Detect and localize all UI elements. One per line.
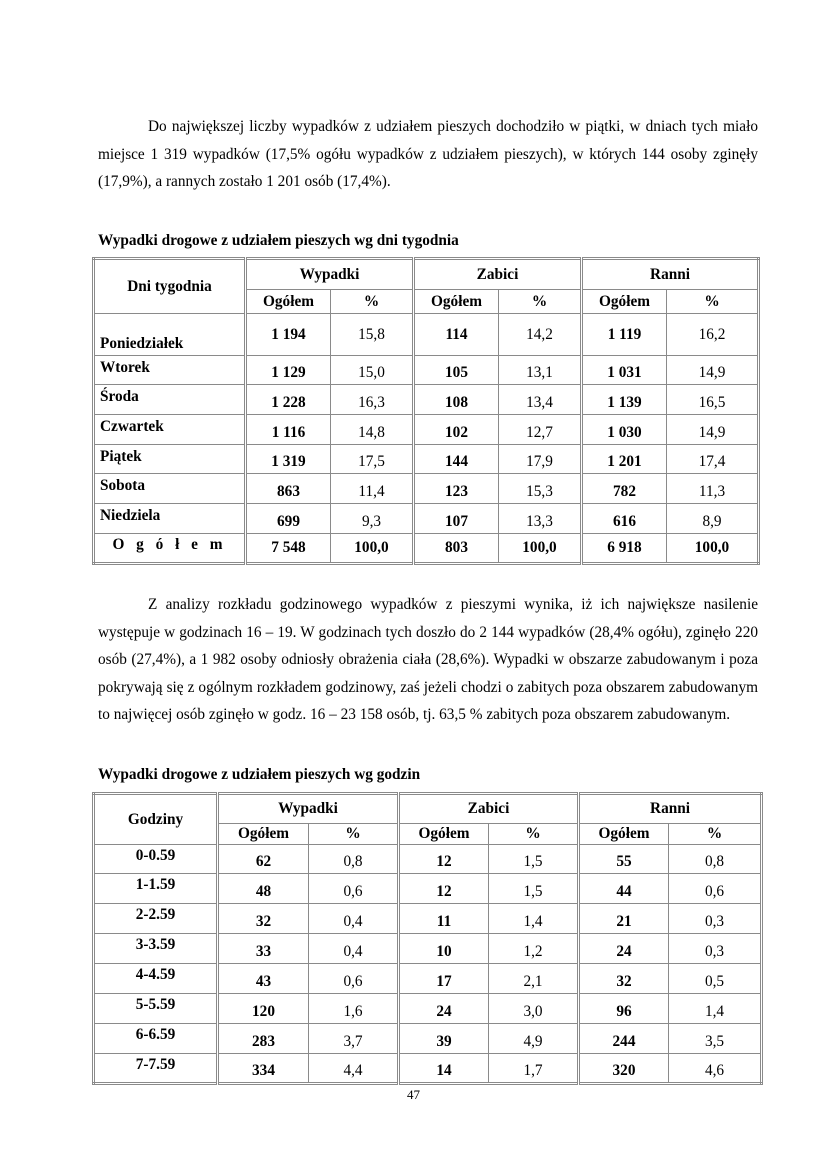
cell: 12 [399, 874, 489, 904]
total-label: O g ó ł e m [94, 534, 246, 564]
table-weekdays [92, 257, 760, 565]
cell: 14,8 [331, 415, 414, 445]
cell: 1,5 [489, 845, 579, 874]
table1-row-header: Dni tygodnia [94, 259, 246, 314]
table-row [94, 504, 759, 534]
cell: 14,9 [667, 415, 759, 445]
cell: 12 [399, 845, 489, 874]
cell: 782 [582, 474, 667, 504]
cell: 14,2 [499, 314, 582, 356]
total-cell: 100,0 [667, 534, 759, 564]
cell: 15,3 [499, 474, 582, 504]
cell: 11,3 [667, 474, 759, 504]
cell: 3,5 [669, 1024, 762, 1054]
cell: 1 194 [246, 314, 331, 356]
table-row [94, 356, 759, 385]
table-row [94, 934, 762, 964]
paragraph-text: Do największej liczby wypadków z udziałem pieszych dochodziło w piątki, w dniach tych miało miejsce 1 319 wypadków (17,5% ogółu wypadków z udziałem pieszych), w których 144 osoby zginęły (17,9%), a rannych zostało 1 201 osób (17,4%). [98, 118, 758, 190]
table-row [94, 445, 759, 474]
table2-group-ranni: Ranni [579, 794, 762, 824]
table2-subheader: Ogółem [579, 824, 669, 845]
cell: 16,3 [331, 385, 414, 415]
table-hours [92, 792, 763, 1085]
cell: 0,4 [309, 904, 399, 934]
cell: 17,4 [667, 445, 759, 474]
table1-subheader: % [499, 290, 582, 314]
cell: 1 319 [246, 445, 331, 474]
cell: 39 [399, 1024, 489, 1054]
cell: 14 [399, 1054, 489, 1084]
table2-row-header: Godziny [94, 794, 218, 845]
cell: 0,6 [669, 874, 762, 904]
paragraph-text: Z analizy rozkładu godzinowego wypadków z pieszymi wynika, iż ich największe nasilenie występuje w godzinach 16 – 19. W godzinach tych doszło do 2 144 wypadków (28,4% ogółu), zginęło 220 osób (27,4%), a 1 982 osoby odniosły obrażenia ciała (28,6%). Wypadki w obszarze zabudowanym i poza pokrywają się z ogólnym rozkładem godzinowy, zaś jeżeli chodzi o zabitych poza obszarem zabudowanym to najwięcej osób zginęło w godz. 16 – 23 158 osób, tj. 63,5 % zabitych poza obszarem zabudowanym. [98, 596, 758, 723]
table-row [94, 845, 762, 874]
cell: 33 [218, 934, 309, 964]
table-row [94, 385, 759, 415]
cell: 32 [579, 964, 669, 994]
cell: 3,7 [309, 1024, 399, 1054]
cell: 3,0 [489, 994, 579, 1024]
cell: 1 119 [582, 314, 667, 356]
cell: 1,4 [669, 994, 762, 1024]
cell: 17,9 [499, 445, 582, 474]
cell: 114 [414, 314, 499, 356]
table1-group-ranni: Ranni [582, 259, 759, 290]
cell: 96 [579, 994, 669, 1024]
cell: 1,4 [489, 904, 579, 934]
cell: 21 [579, 904, 669, 934]
row-label: 5-5.59 [94, 994, 218, 1024]
cell: 14,9 [667, 356, 759, 385]
cell: 244 [579, 1024, 669, 1054]
row-label: Wtorek [94, 356, 246, 385]
cell: 12,7 [499, 415, 582, 445]
cell: 11 [399, 904, 489, 934]
table-total-row [94, 534, 759, 564]
row-label: 4-4.59 [94, 964, 218, 994]
cell: 1 201 [582, 445, 667, 474]
table1-group-wypadki: Wypadki [246, 259, 414, 290]
cell: 1 129 [246, 356, 331, 385]
table-row [94, 1024, 762, 1054]
table-row [94, 474, 759, 504]
table-row [94, 415, 759, 445]
cell: 48 [218, 874, 309, 904]
cell: 0,3 [669, 934, 762, 964]
cell: 24 [399, 994, 489, 1024]
row-label: Poniedziałek [94, 314, 246, 356]
table2-subheader: Ogółem [218, 824, 309, 845]
table1-group-header-row [94, 259, 759, 290]
cell: 1 031 [582, 356, 667, 385]
cell: 24 [579, 934, 669, 964]
cell: 2,1 [489, 964, 579, 994]
cell: 13,1 [499, 356, 582, 385]
cell: 699 [246, 504, 331, 534]
cell: 1 228 [246, 385, 331, 415]
cell: 108 [414, 385, 499, 415]
table2-subheader: % [669, 824, 762, 845]
cell: 43 [218, 964, 309, 994]
cell: 1,6 [309, 994, 399, 1024]
cell: 1 030 [582, 415, 667, 445]
table2-group-wypadki: Wypadki [218, 794, 399, 824]
page-number: 47 [407, 1087, 420, 1102]
table1-group-zabici: Zabici [414, 259, 582, 290]
cell: 0,6 [309, 964, 399, 994]
total-cell: 100,0 [499, 534, 582, 564]
cell: 616 [582, 504, 667, 534]
table2-caption: Wypadki drogowe z udziałem pieszych wg godzin [98, 766, 421, 783]
paragraph-hourly [98, 591, 758, 729]
row-label: Sobota [94, 474, 246, 504]
cell: 4,9 [489, 1024, 579, 1054]
cell: 0,3 [669, 904, 762, 934]
cell: 11,4 [331, 474, 414, 504]
cell: 13,3 [499, 504, 582, 534]
cell: 0,5 [669, 964, 762, 994]
table-row [94, 994, 762, 1024]
cell: 16,2 [667, 314, 759, 356]
cell: 144 [414, 445, 499, 474]
row-label: 6-6.59 [94, 1024, 218, 1054]
table1-subheader: % [331, 290, 414, 314]
total-cell: 7 548 [246, 534, 331, 564]
row-label: Czwartek [94, 415, 246, 445]
cell: 120 [218, 994, 309, 1024]
cell: 0,8 [669, 845, 762, 874]
row-label: 2-2.59 [94, 904, 218, 934]
row-label: 7-7.59 [94, 1054, 218, 1084]
cell: 44 [579, 874, 669, 904]
cell: 17,5 [331, 445, 414, 474]
row-label: 0-0.59 [94, 845, 218, 874]
cell: 16,5 [667, 385, 759, 415]
table-row [94, 964, 762, 994]
row-label: Piątek [94, 445, 246, 474]
cell: 283 [218, 1024, 309, 1054]
cell: 123 [414, 474, 499, 504]
table-row [94, 314, 759, 356]
paragraph-friday [98, 113, 758, 196]
table2-subheader: Ogółem [399, 824, 489, 845]
row-label: Niedziela [94, 504, 246, 534]
cell: 0,6 [309, 874, 399, 904]
table1-subheader: Ogółem [414, 290, 499, 314]
table2-subheader: % [309, 824, 399, 845]
cell: 10 [399, 934, 489, 964]
table2-group-zabici: Zabici [399, 794, 579, 824]
cell: 32 [218, 904, 309, 934]
cell: 13,4 [499, 385, 582, 415]
cell: 863 [246, 474, 331, 504]
cell: 8,9 [667, 504, 759, 534]
cell: 1 116 [246, 415, 331, 445]
table2-group-header-row [94, 794, 762, 824]
table1-subheader: Ogółem [582, 290, 667, 314]
cell: 320 [579, 1054, 669, 1084]
cell: 15,0 [331, 356, 414, 385]
cell: 9,3 [331, 504, 414, 534]
cell: 17 [399, 964, 489, 994]
cell: 0,4 [309, 934, 399, 964]
cell: 15,8 [331, 314, 414, 356]
cell: 4,4 [309, 1054, 399, 1084]
cell: 0,8 [309, 845, 399, 874]
cell: 1,5 [489, 874, 579, 904]
table1-subheader: % [667, 290, 759, 314]
row-label: 3-3.59 [94, 934, 218, 964]
total-cell: 6 918 [582, 534, 667, 564]
table1-subheader: Ogółem [246, 290, 331, 314]
cell: 4,6 [669, 1054, 762, 1084]
cell: 1,7 [489, 1054, 579, 1084]
cell: 1,2 [489, 934, 579, 964]
total-cell: 803 [414, 534, 499, 564]
cell: 107 [414, 504, 499, 534]
table2-subheader: % [489, 824, 579, 845]
total-cell: 100,0 [331, 534, 414, 564]
cell: 334 [218, 1054, 309, 1084]
row-label: Środa [94, 385, 246, 415]
table1-caption: Wypadki drogowe z udziałem pieszych wg dni tygodnia [98, 232, 459, 249]
table-row [94, 874, 762, 904]
row-label: 1-1.59 [94, 874, 218, 904]
cell: 105 [414, 356, 499, 385]
table-row [94, 1054, 762, 1084]
cell: 102 [414, 415, 499, 445]
cell: 55 [579, 845, 669, 874]
cell: 1 139 [582, 385, 667, 415]
cell: 62 [218, 845, 309, 874]
table-row [94, 904, 762, 934]
